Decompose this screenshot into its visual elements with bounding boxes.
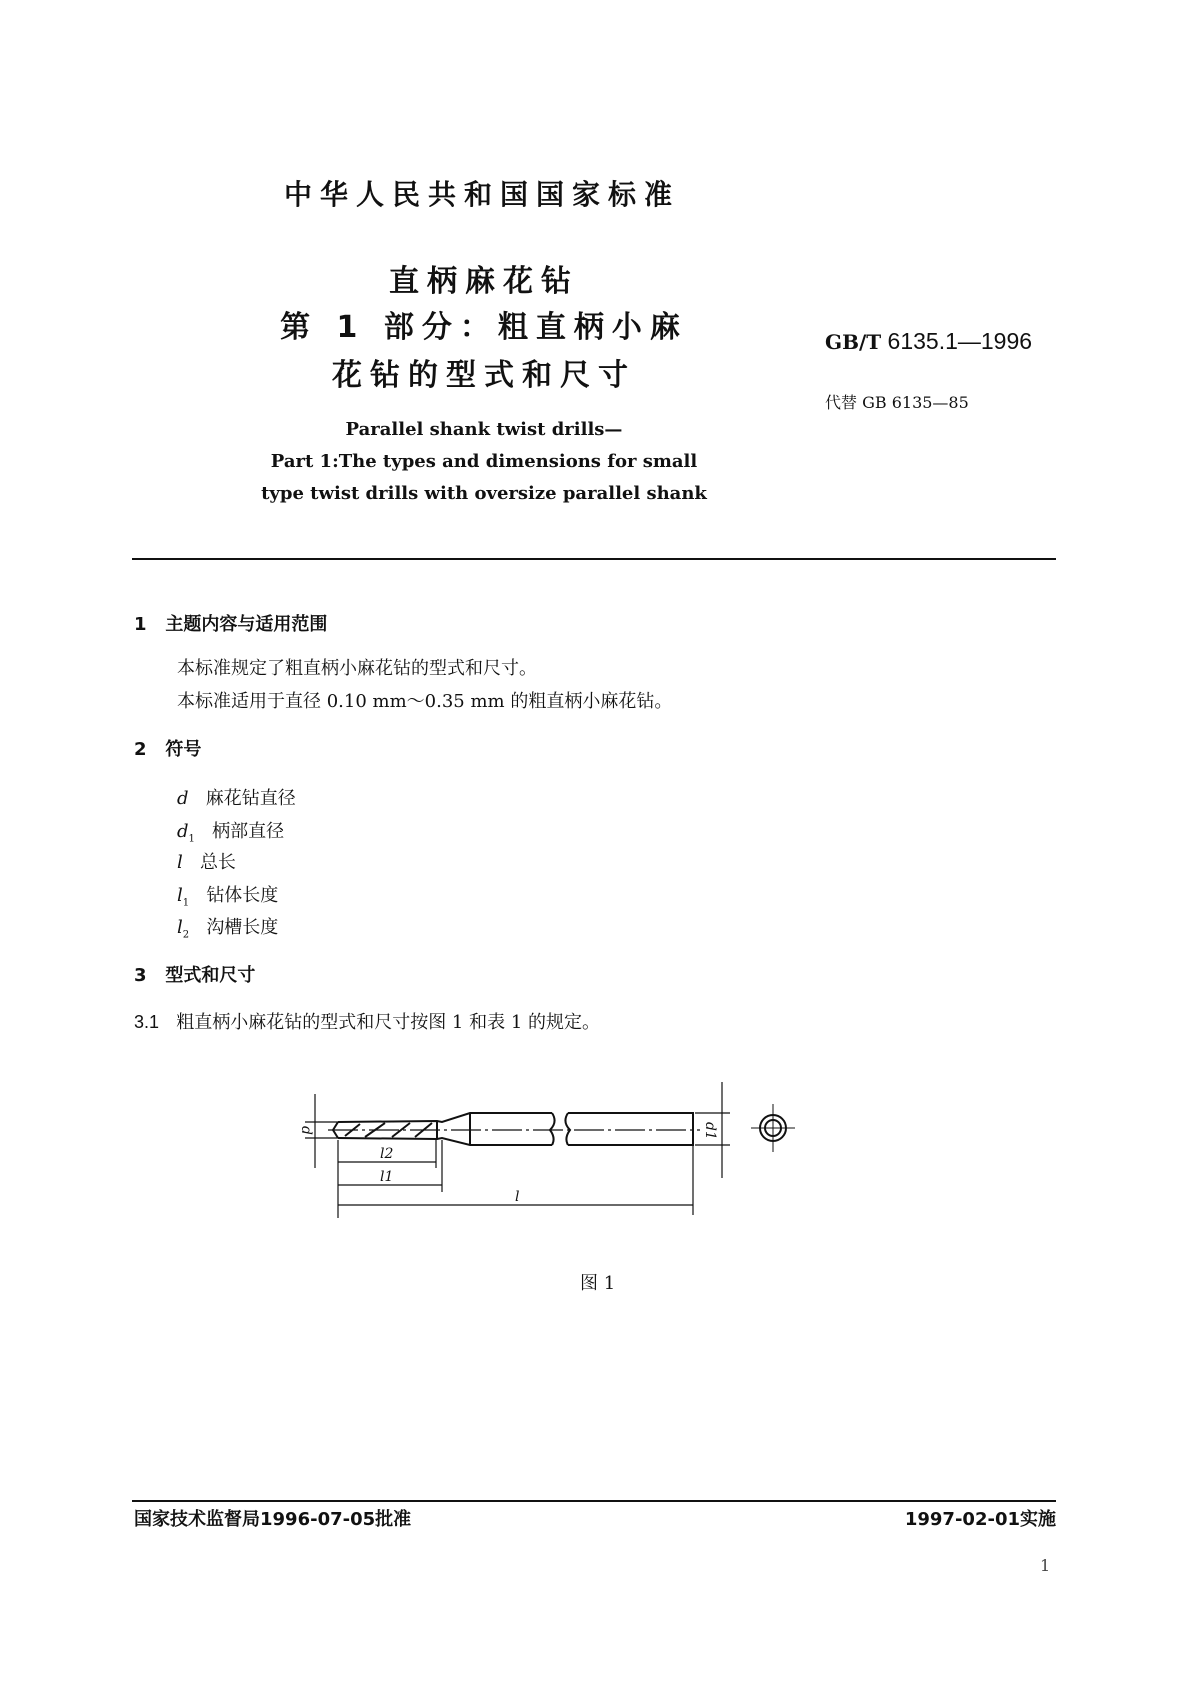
symbol: l bbox=[177, 917, 183, 938]
label-l: l bbox=[515, 1189, 520, 1205]
clause-number: 3.1 bbox=[134, 1012, 160, 1032]
title-line-1: 直柄麻花钻 bbox=[389, 264, 579, 299]
symbol-desc: 钻体长度 bbox=[206, 885, 279, 906]
symbol-subscript: 1 bbox=[188, 833, 195, 845]
label-d: d bbox=[298, 1126, 314, 1135]
symbol-subscript: 2 bbox=[182, 929, 190, 941]
drill-outline bbox=[333, 1113, 693, 1145]
section-title: 主题内容与适用范围 bbox=[165, 614, 328, 635]
page-number: 1 bbox=[1040, 1556, 1051, 1575]
section-title: 型式和尺寸 bbox=[165, 965, 256, 986]
standard-prefix: GB/T bbox=[825, 330, 882, 354]
symbol-desc: 柄部直径 bbox=[212, 821, 285, 842]
paragraph: 本标准规定了粗直柄小麻花钻的型式和尺寸。 bbox=[177, 658, 537, 679]
title-line-2: 第 1 部分：粗直柄小麻 bbox=[280, 310, 688, 345]
english-title-1: Parallel shank twist drills— bbox=[345, 419, 623, 440]
title-line-3: 花钻的型式和尺寸 bbox=[332, 358, 636, 393]
paragraph: 本标准适用于直径 0.10 mm～0.35 mm 的粗直柄小麻花钻。 bbox=[177, 691, 673, 712]
standard-code: 6135.1—1996 bbox=[887, 328, 1033, 354]
label-l2: l2 bbox=[380, 1146, 394, 1162]
symbol-desc: 麻花钻直径 bbox=[205, 788, 296, 809]
english-title-2: Part 1:The types and dimensions for small bbox=[270, 451, 698, 472]
symbol: l bbox=[177, 852, 183, 873]
symbol: d bbox=[177, 788, 189, 809]
approval-date: 国家技术监督局1996-07-05批准 bbox=[134, 1509, 412, 1530]
end-view-symbol bbox=[751, 1104, 795, 1152]
section-number: 1 bbox=[134, 614, 147, 635]
symbol-subscript: 1 bbox=[182, 897, 190, 909]
national-standard-heading: 中华人民共和国国家标准 bbox=[283, 178, 680, 211]
clause-text: 粗直柄小麻花钻的型式和尺寸按图 1 和表 1 的规定。 bbox=[176, 1012, 600, 1033]
label-d1: d1 bbox=[702, 1122, 718, 1140]
english-title-3: type twist drills with oversize parallel shank bbox=[261, 483, 707, 504]
symbol: d bbox=[177, 821, 189, 842]
symbol-desc: 沟槽长度 bbox=[206, 917, 279, 938]
effective-date: 1997-02-01实施 bbox=[904, 1509, 1056, 1530]
symbol: l bbox=[177, 885, 183, 906]
symbol-desc: 总长 bbox=[199, 852, 236, 873]
section-number: 3 bbox=[134, 965, 147, 986]
section-title: 符号 bbox=[165, 739, 202, 760]
section-number: 2 bbox=[134, 739, 147, 760]
footer-divider bbox=[132, 1500, 1056, 1502]
label-l1: l1 bbox=[380, 1169, 394, 1185]
replaces-note: 代替 GB 6135—85 bbox=[825, 393, 969, 412]
figure-caption: 图 1 bbox=[580, 1273, 616, 1294]
